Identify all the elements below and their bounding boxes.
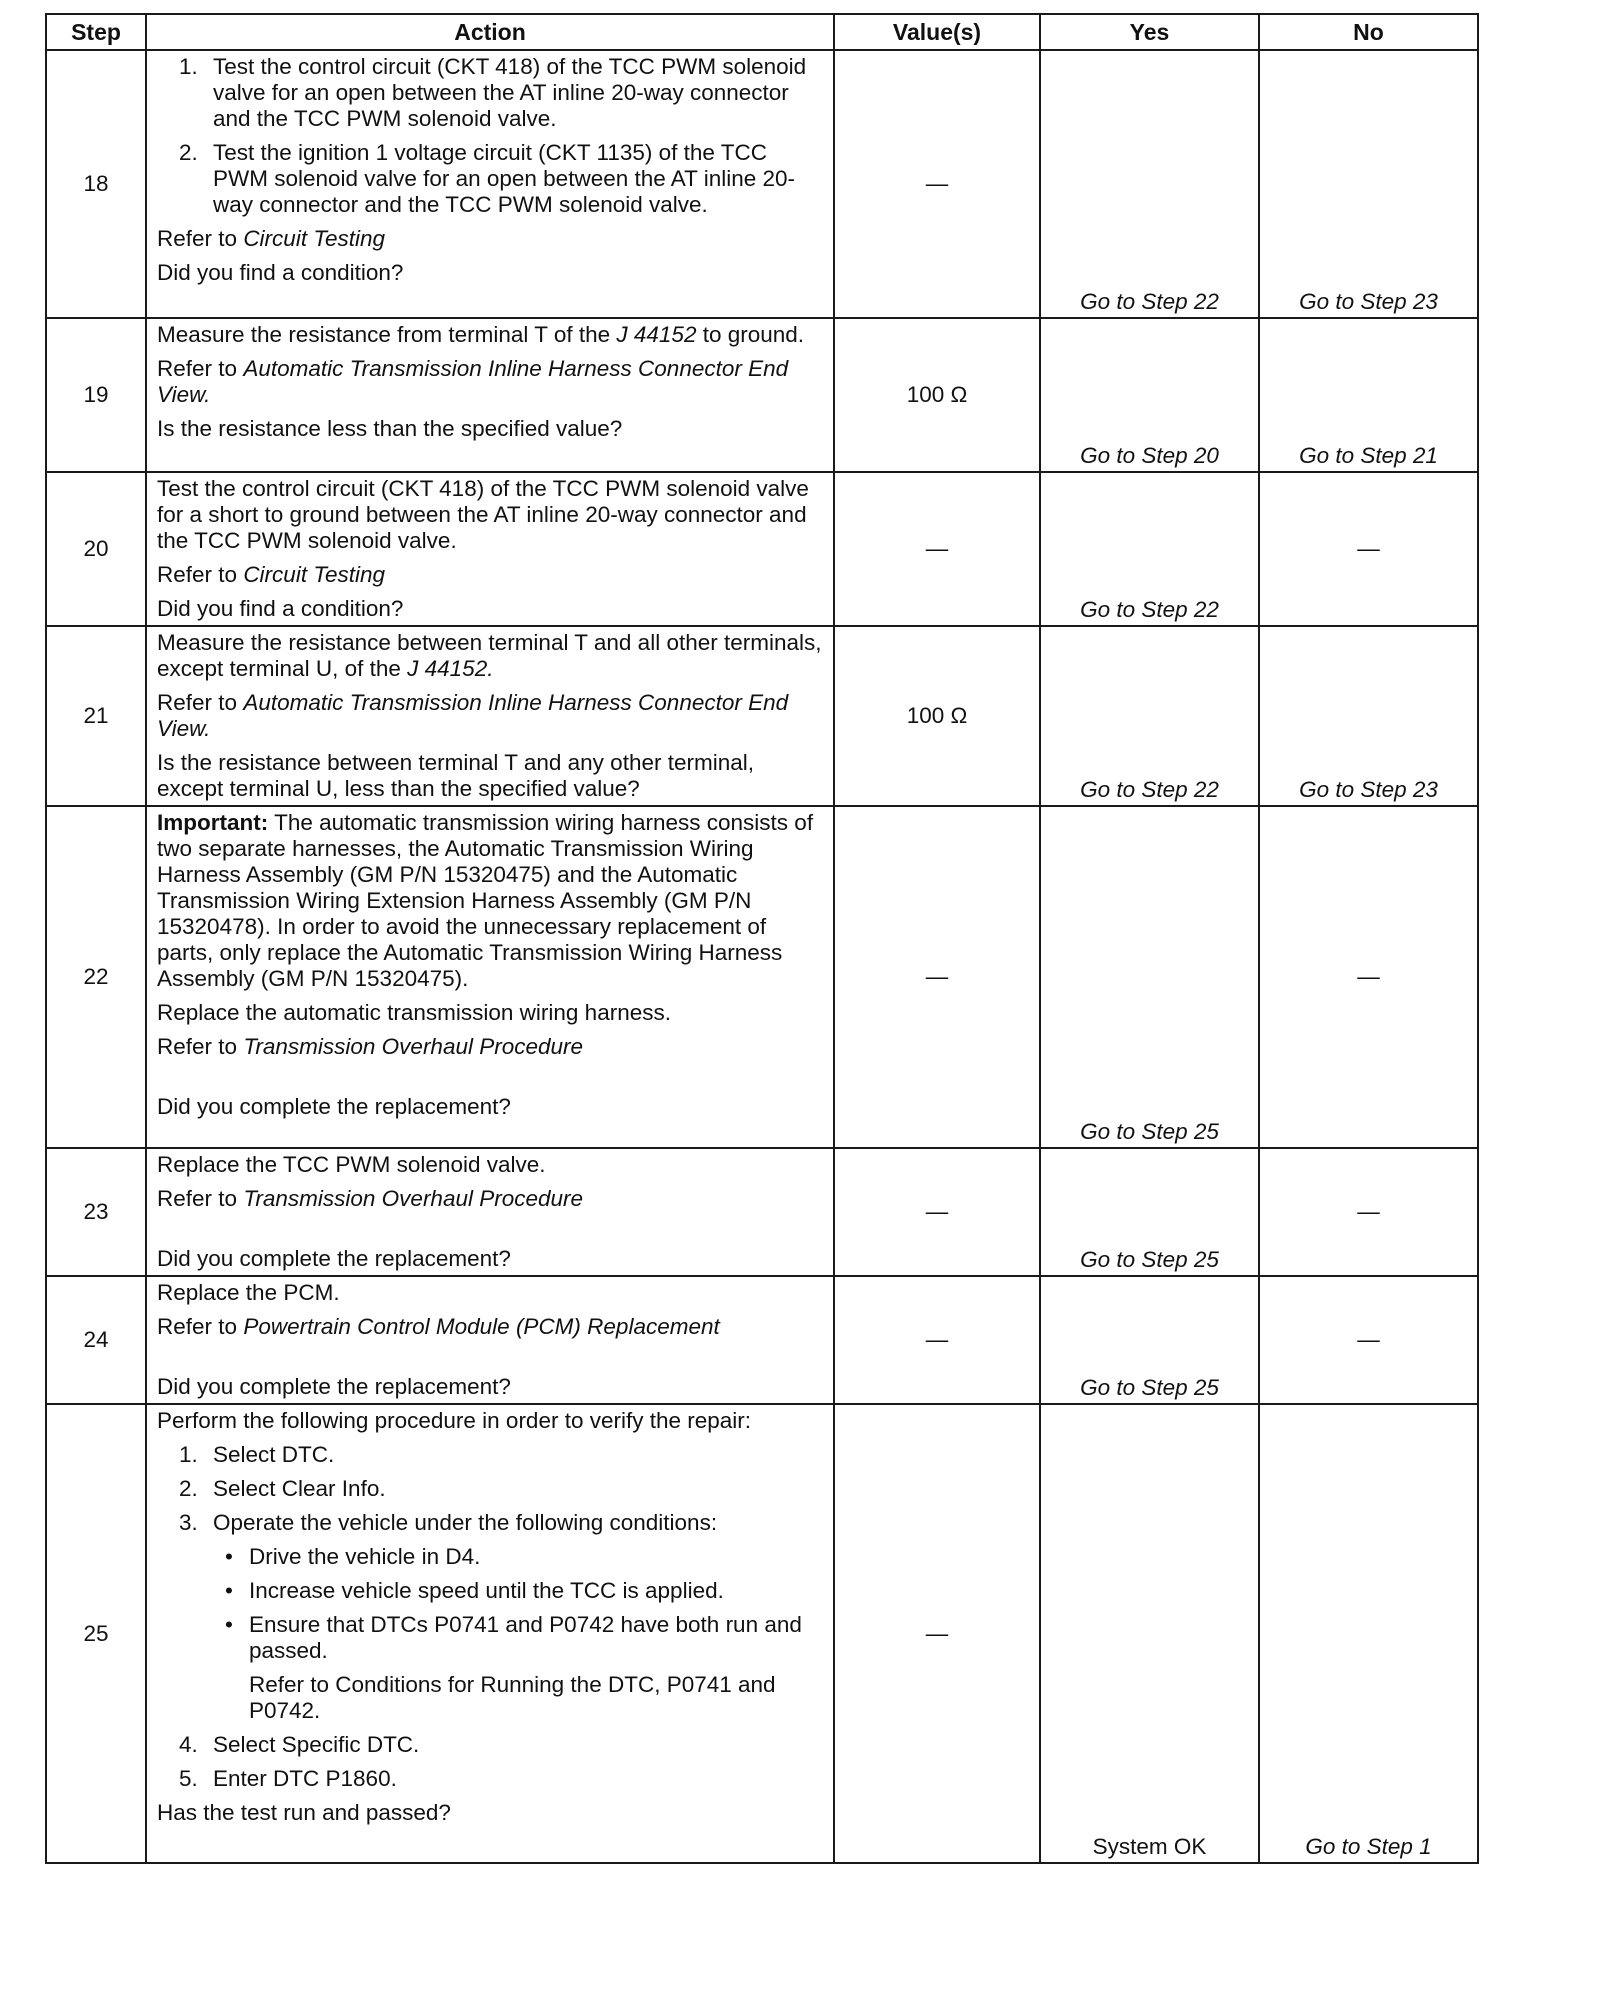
instruction: Measure the resistance between terminal T and all other terminals, except terminal U, of the J 44152. (157, 630, 822, 681)
yes-cell[interactable]: Go to Step 22 (1040, 50, 1259, 318)
header-action: Action (146, 14, 834, 50)
yes-cell[interactable]: Go to Step 20 (1040, 318, 1259, 472)
step-number: 22 (46, 806, 146, 1148)
no-cell: — (1259, 1148, 1478, 1276)
yes-cell[interactable]: Go to Step 25 (1040, 806, 1259, 1148)
diagnostic-table (45, 13, 1479, 1864)
bullet-item: • Drive the vehicle in D4. (225, 1544, 481, 1569)
step-number: 20 (46, 472, 146, 626)
yes-cell[interactable]: Go to Step 25 (1040, 1148, 1259, 1276)
refer-line: Refer to Automatic Transmission Inline Harness Connector End View. (157, 690, 789, 741)
action-cell (146, 1148, 834, 1276)
value-cell: — (834, 1404, 1040, 1863)
no-cell: — (1259, 472, 1478, 626)
table-row (46, 50, 1478, 318)
value-cell: — (834, 50, 1040, 318)
no-cell[interactable]: Go to Step 23 (1259, 50, 1478, 318)
bullet-reference: Refer to Conditions for Running the DTC, P0741 and P0742. (249, 1672, 776, 1723)
step-number: 18 (46, 50, 146, 318)
instruction: Replace the automatic transmission wiring harness. (157, 1000, 671, 1025)
action-cell (146, 1276, 834, 1404)
tool-reference: J 44152 (616, 322, 697, 347)
step-number: 25 (46, 1404, 146, 1863)
no-cell[interactable]: Go to Step 21 (1259, 318, 1478, 472)
action-cell (146, 626, 834, 806)
bullet-item: • Increase vehicle speed until the TCC is applied. (225, 1578, 724, 1603)
action-cell (146, 472, 834, 626)
header-row (46, 14, 1478, 50)
table-row (46, 1404, 1478, 1863)
table-row (46, 1276, 1478, 1404)
list-item: 5. Enter DTC P1860. (179, 1766, 397, 1791)
action-cell (146, 50, 834, 318)
list-item: 2. Select Clear Info. (179, 1476, 386, 1501)
question: Did you find a condition? (157, 260, 404, 285)
list-item: 1. Test the control circuit (CKT 418) of the TCC PWM solenoid valve for an open between the AT inline 20-way connector and the TCC PWM solenoid valve. (179, 54, 807, 131)
action-cell (146, 806, 834, 1148)
no-cell[interactable]: Go to Step 23 (1259, 626, 1478, 806)
instruction: Measure the resistance from terminal T of the J 44152 to ground. (157, 322, 805, 347)
instruction: Test the control circuit (CKT 418) of the TCC PWM solenoid valve for a short to ground between the AT inline 20-way connector and the TCC PWM solenoid valve. (157, 476, 809, 553)
question: Is the resistance between terminal T and any other terminal, except terminal U, less than the specified value? (157, 750, 754, 801)
header-no: No (1259, 14, 1478, 50)
reference-link[interactable]: Transmission Overhaul Procedure (243, 1034, 584, 1059)
value-cell: — (834, 472, 1040, 626)
header-yes: Yes (1040, 14, 1259, 50)
question: Has the test run and passed? (157, 1800, 451, 1825)
step-number: 23 (46, 1148, 146, 1276)
tool-reference: J 44152. (407, 656, 494, 681)
list-item: 1. Select DTC. (179, 1442, 335, 1467)
question: Did you complete the replacement? (157, 1374, 511, 1399)
value-cell: — (834, 1148, 1040, 1276)
value-cell: 100 Ω (834, 318, 1040, 472)
no-cell[interactable]: Go to Step 1 (1259, 1404, 1478, 1863)
question: Did you complete the replacement? (157, 1246, 511, 1271)
reference-link[interactable]: Powertrain Control Module (PCM) Replacement (243, 1314, 720, 1339)
refer-line: Refer to Transmission Overhaul Procedure (157, 1186, 584, 1211)
reference-link[interactable]: Circuit Testing (243, 562, 386, 587)
yes-cell[interactable]: Go to Step 25 (1040, 1276, 1259, 1404)
instruction: Replace the PCM. (157, 1280, 340, 1305)
instruction: Replace the TCC PWM solenoid valve. (157, 1152, 546, 1177)
table-row (46, 472, 1478, 626)
value-cell: — (834, 806, 1040, 1148)
value-cell: — (834, 1276, 1040, 1404)
action-cell (146, 318, 834, 472)
step-number: 21 (46, 626, 146, 806)
question: Is the resistance less than the specified value? (157, 416, 623, 441)
important-note: Important: The automatic transmission wiring harness consists of two separate harnesses, the Automatic Transmission Wiring Harness Assembly (GM P/N 15320475) and the Automatic Transmission Wiring Extension Harness Assembly (GM P/N 15320478). In order to avoid the unnecessary replacement of parts, only replace the Automatic Transmission Wiring Harness Assembly (GM P/N 15320475). (157, 810, 814, 991)
table-row (46, 318, 1478, 472)
list-item: 4. Select Specific DTC. (179, 1732, 420, 1757)
question: Did you complete the replacement? (157, 1094, 511, 1119)
no-cell: — (1259, 1276, 1478, 1404)
yes-cell[interactable]: Go to Step 22 (1040, 472, 1259, 626)
refer-line: Refer to Automatic Transmission Inline Harness Connector End View. (157, 356, 789, 407)
step-number: 19 (46, 318, 146, 472)
list-item: 3. Operate the vehicle under the following conditions: (179, 1510, 718, 1535)
refer-line: Refer to Circuit Testing (157, 562, 386, 587)
question: Did you find a condition? (157, 596, 404, 621)
refer-line: Refer to Circuit Testing (157, 226, 386, 251)
reference-link[interactable]: Transmission Overhaul Procedure (243, 1186, 584, 1211)
instruction: Perform the following procedure in order to verify the repair: (157, 1408, 752, 1433)
reference-link[interactable]: Circuit Testing (243, 226, 386, 251)
table-row (46, 1148, 1478, 1276)
header-step: Step (46, 14, 146, 50)
reference-link[interactable]: Automatic Transmission Inline Harness Connector End View. (157, 356, 789, 407)
table-row (46, 806, 1478, 1148)
list-item: 2. Test the ignition 1 voltage circuit (CKT 1135) of the TCC PWM solenoid valve for an open between the AT inline 20-way connector and the TCC PWM solenoid valve. (179, 140, 796, 217)
table-row (46, 626, 1478, 806)
bullet-item: • Ensure that DTCs P0741 and P0742 have both run and passed. (225, 1612, 802, 1663)
important-label: Important: (157, 810, 269, 835)
action-cell (146, 1404, 834, 1863)
no-cell: — (1259, 806, 1478, 1148)
yes-cell[interactable]: Go to Step 22 (1040, 626, 1259, 806)
refer-line: Refer to Transmission Overhaul Procedure (157, 1034, 584, 1059)
step-number: 24 (46, 1276, 146, 1404)
yes-cell: System OK (1040, 1404, 1259, 1863)
refer-line: Refer to Powertrain Control Module (PCM) Replacement (157, 1314, 720, 1339)
value-cell: 100 Ω (834, 626, 1040, 806)
header-values: Value(s) (834, 14, 1040, 50)
reference-link[interactable]: Automatic Transmission Inline Harness Connector End View. (157, 690, 789, 741)
